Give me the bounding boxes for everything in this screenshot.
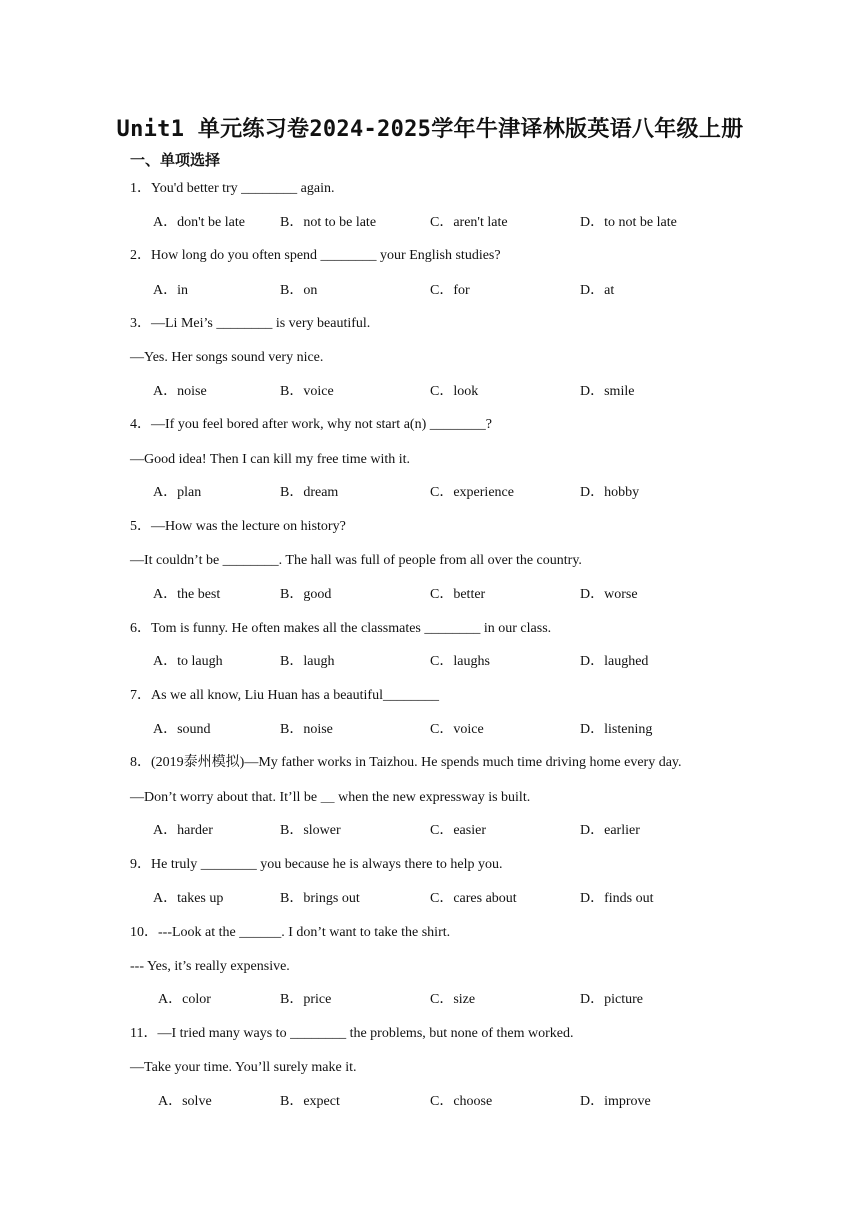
answer-option: B．noise [280, 722, 333, 737]
answer-option: C．laughs [430, 654, 490, 669]
answer-option: C．cares about [430, 891, 517, 906]
answer-option: C．for [430, 283, 470, 298]
answer-option: C．experience [430, 485, 514, 500]
question-stem: 8．(2019泰州模拟)—My father works in Taizhou. He spends much time driving home every day. [130, 755, 682, 770]
answer-option: A．in [153, 283, 188, 298]
answer-option: A．sound [153, 722, 211, 737]
question-stem: 2．How long do you often spend ________ your English studies? [130, 248, 501, 263]
answer-option: B．on [280, 283, 318, 298]
answer-option: D．hobby [580, 485, 640, 500]
question-dialogue-line: —It couldn’t be ________. The hall was full of people from all over the country. [130, 553, 582, 568]
answer-option: A．to laugh [153, 654, 223, 669]
question-dialogue-line: —Don’t worry about that. It’ll be ＿ when the new expressway is built. [130, 790, 531, 805]
answer-option: B．voice [280, 384, 334, 399]
answer-option: B．expect [280, 1094, 340, 1109]
answer-option: B．brings out [280, 891, 360, 906]
answer-option: C．aren't late [430, 215, 508, 230]
answer-option: D．picture [580, 992, 643, 1007]
answer-option: D．to not be late [580, 215, 677, 230]
question-dialogue-line: —Good idea! Then I can kill my free time with it. [130, 452, 411, 467]
answer-option: A．the best [153, 587, 221, 602]
question-stem: 3．—Li Mei’s ________ is very beautiful. [130, 316, 371, 331]
answer-option: D．laughed [580, 654, 649, 669]
question-dialogue-line: --- Yes, it’s really expensive. [130, 959, 290, 974]
question-dialogue-line: —Yes. Her songs sound very nice. [130, 350, 324, 365]
answer-option: D．improve [580, 1094, 651, 1109]
answer-option: D．listening [580, 722, 653, 737]
answer-option: A．harder [153, 823, 213, 838]
answer-option: A．plan [153, 485, 202, 500]
answer-option: A．solve [158, 1094, 212, 1109]
question-stem: 6．Tom is funny. He often makes all the classmates ________ in our class. [130, 621, 552, 636]
question-stem: 7．As we all know, Liu Huan has a beautiful________ [130, 688, 439, 703]
answer-option: C．better [430, 587, 486, 602]
answer-option: B．good [280, 587, 332, 602]
answer-option: B．laugh [280, 654, 335, 669]
answer-option: B．not to be late [280, 215, 377, 230]
answer-option: C．size [430, 992, 476, 1007]
answer-option: D．smile [580, 384, 635, 399]
question-stem: 4．—If you feel bored after work, why not start a(n) ________? [130, 417, 492, 432]
question-dialogue-line: —Take your time. You’ll surely make it. [130, 1060, 357, 1075]
question-stem: 9．He truly ________ you because he is always there to help you. [130, 857, 503, 872]
question-stem: 11．—I tried many ways to ________ the problems, but none of them worked. [130, 1026, 574, 1041]
answer-option: A．noise [153, 384, 207, 399]
answer-option: A．don't be late [153, 215, 245, 230]
question-stem: 5．—How was the lecture on history? [130, 519, 346, 534]
answer-option: D．worse [580, 587, 638, 602]
answer-option: C．choose [430, 1094, 493, 1109]
answer-option: C．voice [430, 722, 484, 737]
document-title: Unit1 单元练习卷2024-2025学年牛津译林版英语八年级上册 [116, 117, 744, 142]
answer-option: C．look [430, 384, 479, 399]
answer-option: C．easier [430, 823, 486, 838]
section-heading: 一、单项选择 [130, 151, 221, 169]
question-stem: 10．---Look at the ______. I don’t want to take the shirt. [130, 925, 451, 940]
answer-option: A．takes up [153, 891, 224, 906]
answer-option: D．finds out [580, 891, 654, 906]
question-stem: 1．You'd better try ________ again. [130, 181, 335, 196]
answer-option: A．color [158, 992, 211, 1007]
answer-option: D．earlier [580, 823, 640, 838]
answer-option: D．at [580, 283, 615, 298]
answer-option: B．price [280, 992, 332, 1007]
answer-option: B．slower [280, 823, 341, 838]
answer-option: B．dream [280, 485, 339, 500]
